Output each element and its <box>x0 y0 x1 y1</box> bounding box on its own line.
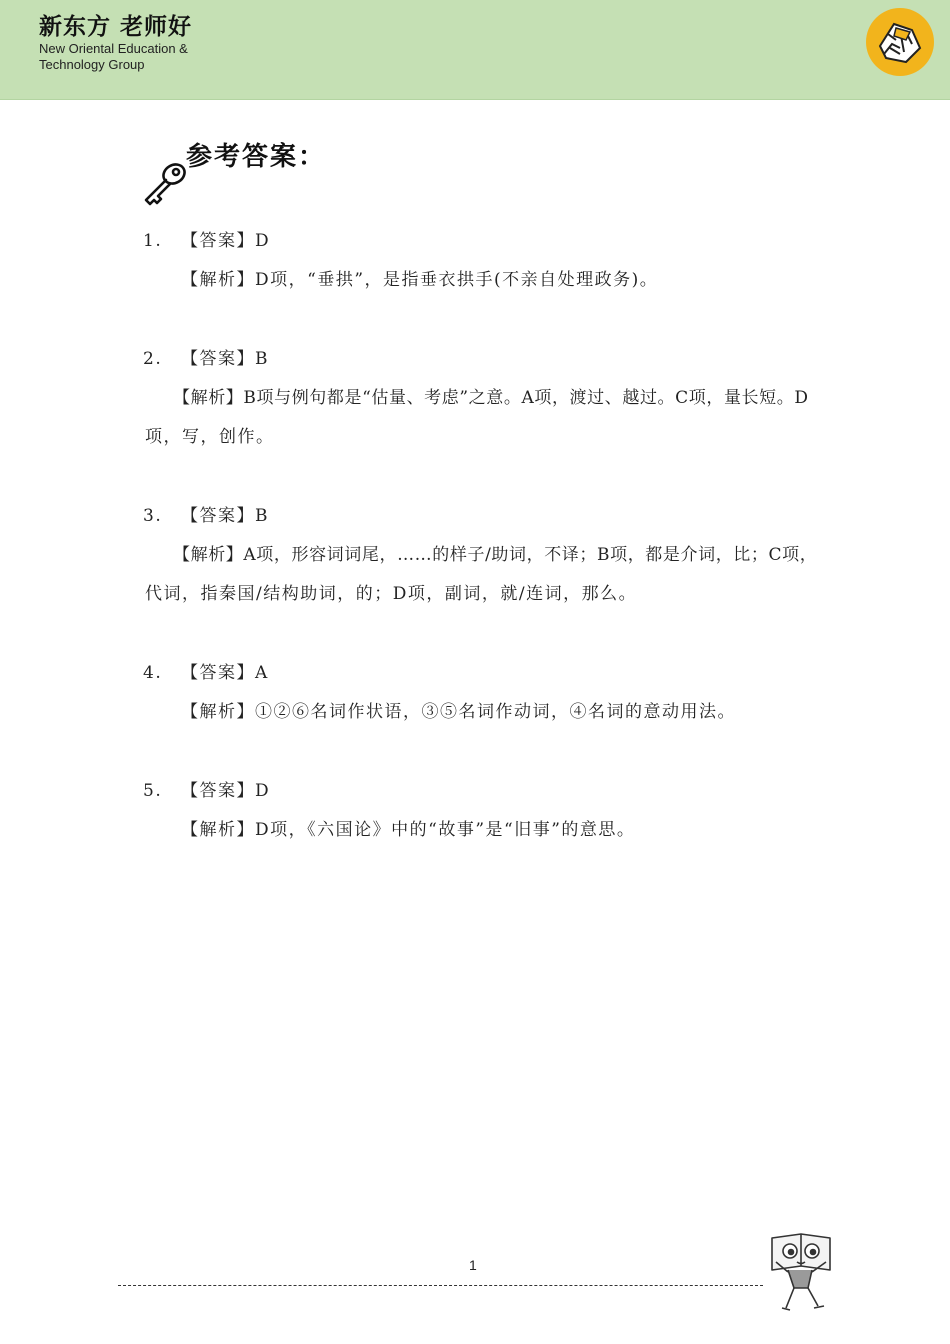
explanation-line: 代词，指秦国/结构助词，的；D项，副词，就/连词，那么。 <box>145 584 638 604</box>
reading-mascot-icon <box>768 1232 834 1316</box>
explanation-line: 【解析】D项，《六国论》中的“故事”是“旧事”的意思。 <box>181 820 636 840</box>
answer-text: 【答案】D <box>181 781 271 801</box>
answer-line <box>143 226 270 251</box>
page-number: 1 <box>469 1257 477 1273</box>
brand-name-cn: 新东方 老师好 <box>39 14 193 40</box>
brand-name-en <box>39 41 188 73</box>
page-header <box>0 0 950 100</box>
explanation-line: 【解析】A项，形容词词尾，……的样子/助词，不译；B项，都是介词，比；C项， <box>173 545 818 565</box>
answer-line <box>143 344 269 369</box>
explanation-line: 【解析】D项，“垂拱”，是指垂衣拱手(不亲自处理政务)。 <box>181 270 659 290</box>
answer-text: 【答案】A <box>181 663 269 683</box>
answer-line <box>143 776 270 801</box>
question-number: 5. <box>143 781 163 801</box>
explanation-line: 【解析】B项与例句都是“估量、考虑”之意。A项，渡过、越过。C项，量长短。D <box>173 388 809 408</box>
question-number: 1. <box>143 231 163 251</box>
question-number: 3. <box>143 506 163 526</box>
question-number: 4. <box>143 663 163 683</box>
question-number: 2. <box>143 349 163 369</box>
key-icon <box>140 160 190 208</box>
brand-name-en-line2: Technology Group <box>39 57 145 72</box>
footer-divider <box>118 1285 763 1286</box>
answer-text: 【答案】B <box>181 506 269 526</box>
explanation-line: 项，写，创作。 <box>145 427 275 447</box>
answer-line <box>143 658 269 683</box>
answer-text: 【答案】B <box>181 349 269 369</box>
section-title: 参考答案： <box>186 142 327 172</box>
brand-name-en-line1: New Oriental Education & <box>39 41 188 56</box>
answer-text: 【答案】D <box>181 231 271 251</box>
answer-line <box>143 501 269 526</box>
school-emblem-icon <box>866 8 934 76</box>
explanation-line: 【解析】①②⑥名词作状语，③⑤名词作动词，④名词的意动用法。 <box>181 702 736 722</box>
